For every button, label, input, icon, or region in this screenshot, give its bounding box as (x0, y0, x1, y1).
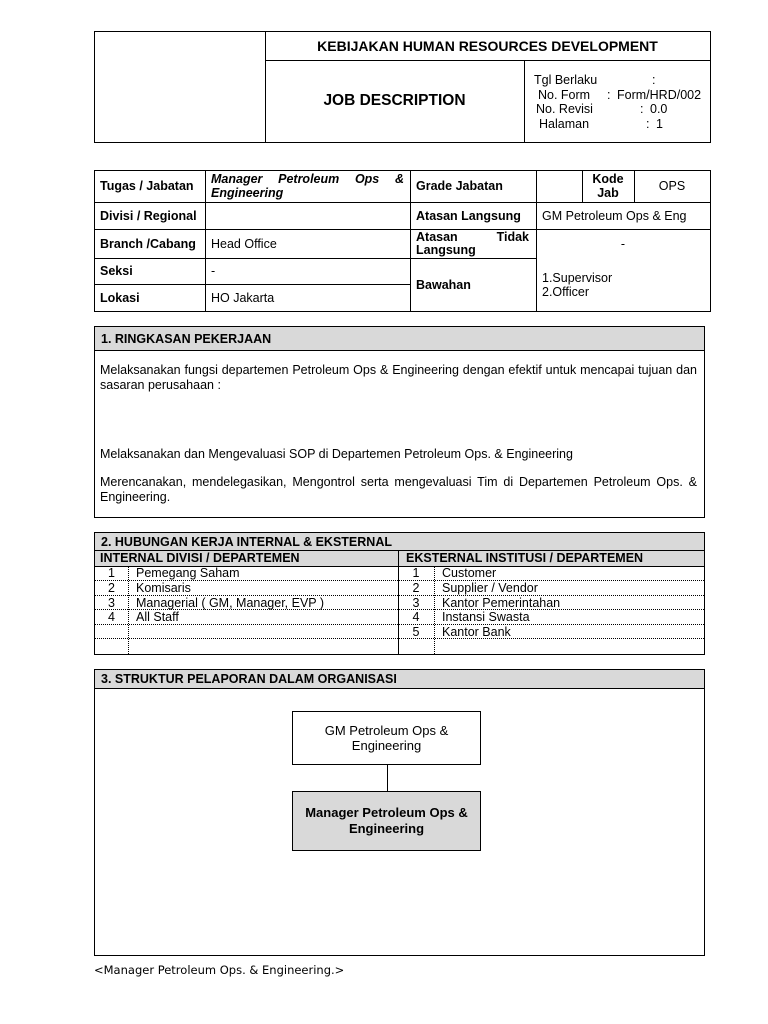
row-number: 3 (412, 596, 420, 610)
row-name: Komisaris (136, 581, 191, 595)
row-number: 4 (412, 610, 420, 624)
meta-sep: : (607, 87, 611, 102)
doc-title: JOB DESCRIPTION (323, 92, 466, 109)
seksi-label: Seksi (100, 264, 133, 278)
org-box-boss (292, 711, 481, 765)
meta-sep: : (646, 116, 650, 131)
meta-row (530, 88, 710, 103)
list-item (398, 581, 704, 595)
list-item (398, 566, 704, 580)
row-number: 1 (412, 566, 420, 580)
bawahan-item: 2.Officer (542, 285, 590, 299)
list-item (95, 610, 397, 624)
row-number: 3 (108, 596, 115, 610)
lokasi-label: Lokasi (100, 290, 140, 305)
row-number: 5 (412, 625, 420, 639)
meta-row (530, 102, 710, 117)
row-name: Supplier / Vendor (442, 581, 538, 595)
row-name: Kantor Bank (442, 625, 511, 639)
list-item (95, 581, 397, 595)
atasan-tidak-label: Atasan Tidak Langsung (416, 229, 529, 257)
section-title: 2. HUBUNGAN KERJA INTERNAL & EKSTERNAL (95, 533, 704, 550)
summary-paragraph: Merencanakan, mendelegasikan, Mengontrol serta mengevaluasi Tim di Departemen Petroleum Ops. & Engineering. (100, 475, 697, 504)
atasan-label: Atasan Langsung (416, 208, 521, 223)
meta-value: 1 (656, 116, 663, 131)
summary-paragraph: Melaksanakan dan Mengevaluasi SOP di Departemen Petroleum Ops. & Engineering (100, 447, 573, 461)
org-connector (387, 765, 388, 792)
row-name: Instansi Swasta (442, 610, 530, 624)
meta-label: Halaman (539, 116, 590, 131)
lokasi-value: HO Jakarta (211, 290, 275, 305)
row-name: Kantor Pemerintahan (442, 596, 561, 610)
row-number: 2 (108, 581, 115, 595)
row-name: All Staff (136, 610, 179, 624)
atasan-value: GM Petroleum Ops & Eng (542, 208, 687, 223)
org-box-self (292, 791, 481, 851)
meta-sep: : (652, 73, 656, 87)
list-item (95, 625, 397, 639)
policy-title: KEBIJAKAN HUMAN RESOURCES DEVELOPMENT (317, 37, 658, 54)
divisi-label: Divisi / Regional (100, 208, 197, 223)
meta-label: No. Form (538, 87, 591, 102)
tugas-label: Tugas / Jabatan (100, 179, 194, 193)
row-name: Pemegang Saham (136, 566, 240, 580)
bawahan-list (542, 271, 702, 299)
row-number: 4 (108, 610, 115, 624)
doc-meta (530, 73, 710, 131)
grade-label: Grade Jabatan (416, 179, 503, 193)
meta-row (530, 117, 710, 132)
bawahan-label: Bawahan (416, 277, 471, 292)
row-name: Customer (442, 566, 497, 580)
meta-row (530, 73, 710, 88)
org-self-label: Manager Petroleum Ops & Engineering (305, 805, 468, 836)
list-item (95, 566, 397, 580)
grade-value (536, 171, 582, 201)
section-title: 1. RINGKASAN PEKERJAAN (95, 327, 704, 351)
section-title: 3. STRUKTUR PELAPORAN DALAM ORGANISASI (95, 670, 704, 689)
external-header: EKSTERNAL INSTITUSI / DEPARTEMEN (406, 551, 644, 565)
summary-paragraph: Melaksanakan fungsi departemen Petroleum Ops & Engineering dengan efektif untuk mencapai tujuan dan sasaran perusahaan : (100, 363, 697, 392)
list-item (95, 639, 397, 653)
branch-value: Head Office (211, 236, 277, 251)
kode-label: Kode Jab (592, 172, 624, 200)
row-name: Managerial ( GM, Manager, EVP ) (136, 596, 325, 610)
list-item (398, 610, 704, 624)
footer-caption: <Manager Petroleum Ops. & Engineering.> (94, 963, 345, 977)
row-number: 1 (108, 566, 115, 580)
seksi-value: - (211, 264, 216, 278)
meta-label: No. Revisi (536, 102, 593, 116)
meta-value: Form/HRD/002 (617, 87, 702, 102)
org-boss-label: GM Petroleum Ops & Engineering (324, 723, 449, 753)
row-number: 2 (412, 581, 420, 595)
meta-sep: : (640, 102, 644, 116)
meta-label: Tgl Berlaku (534, 73, 598, 87)
tugas-value: Manager Petroleum Ops & Engineering (211, 172, 404, 200)
bawahan-item: 1.Supervisor (542, 271, 613, 285)
list-item (398, 639, 704, 653)
list-item (398, 596, 704, 610)
list-item (95, 596, 397, 610)
divisi-value (205, 202, 410, 229)
list-item (398, 625, 704, 639)
atasan-tidak-value: - (620, 236, 626, 251)
branch-label: Branch /Cabang (100, 236, 196, 251)
internal-header: INTERNAL DIVISI / DEPARTEMEN (100, 551, 300, 565)
meta-value: 0.0 (650, 102, 668, 116)
kode-value: OPS (658, 179, 686, 193)
